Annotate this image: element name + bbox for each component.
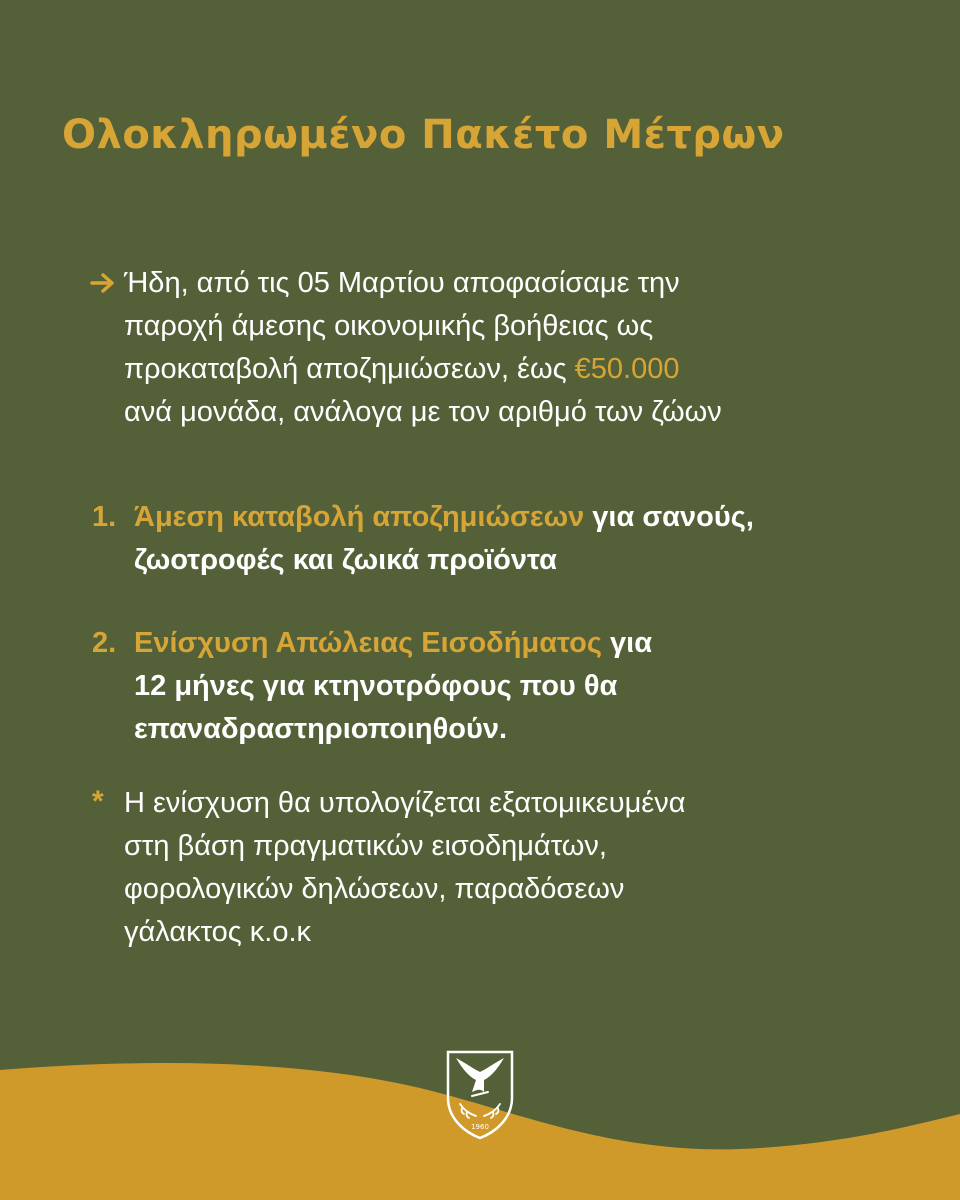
measure-line-rest: για σανούς,: [584, 501, 754, 533]
measure-line: ζωοτροφές και ζωικά προϊόντα: [134, 544, 557, 576]
intro-line: [124, 348, 904, 391]
measure-line-rest: για: [601, 627, 653, 659]
emblem-year: 1960: [471, 1123, 489, 1131]
arrow-right-icon: [90, 272, 116, 294]
measure-number: 1.: [92, 501, 117, 533]
footnote-line: στη βάση πραγματικών εισοδημάτων,: [124, 830, 607, 862]
intro-line-text: προκαταβολή αποζημιώσεων, έως: [124, 353, 575, 385]
intro-line: παροχή άμεσης οικονομικής βοήθειας ως: [124, 310, 654, 342]
measure-text: [134, 496, 894, 582]
measure-line: επαναδραστηριοποιηθούν.: [134, 713, 508, 745]
asterisk-marker: *: [92, 785, 104, 818]
measure-number: 2.: [92, 627, 117, 659]
intro-line: ανά μονάδα, ανάλογα με τον αριθμό των ζώων: [124, 396, 722, 428]
intro-line: Ήδη, από τις 05 Μαρτίου αποφασίσαμε την: [124, 267, 680, 299]
measure-line: [134, 496, 894, 539]
intro-text: [124, 262, 904, 434]
footnote-text: [124, 782, 686, 954]
cyprus-coat-of-arms-icon: [442, 1048, 518, 1140]
footnote-line: φορολογικών δηλώσεων, παραδόσεων: [124, 873, 625, 905]
page-title: Ολοκληρωμένο Πακέτο Μέτρων: [62, 112, 785, 158]
measure-highlight: Ενίσχυση Απώλειας Εισοδήματος: [134, 627, 602, 659]
measure-highlight: Άμεση καταβολή αποζημιώσεων: [134, 501, 585, 533]
measure-line: [134, 622, 894, 665]
measure-text: [134, 622, 894, 751]
measure-line: 12 μήνες για κτηνοτρόφους που θα: [134, 670, 618, 702]
footnote-line: γάλακτος κ.ο.κ: [124, 916, 312, 948]
footnote-line: Η ενίσχυση θα υπολογίζεται εξατομικευμένα: [124, 787, 686, 819]
amount-highlight: €50.000: [574, 353, 680, 385]
